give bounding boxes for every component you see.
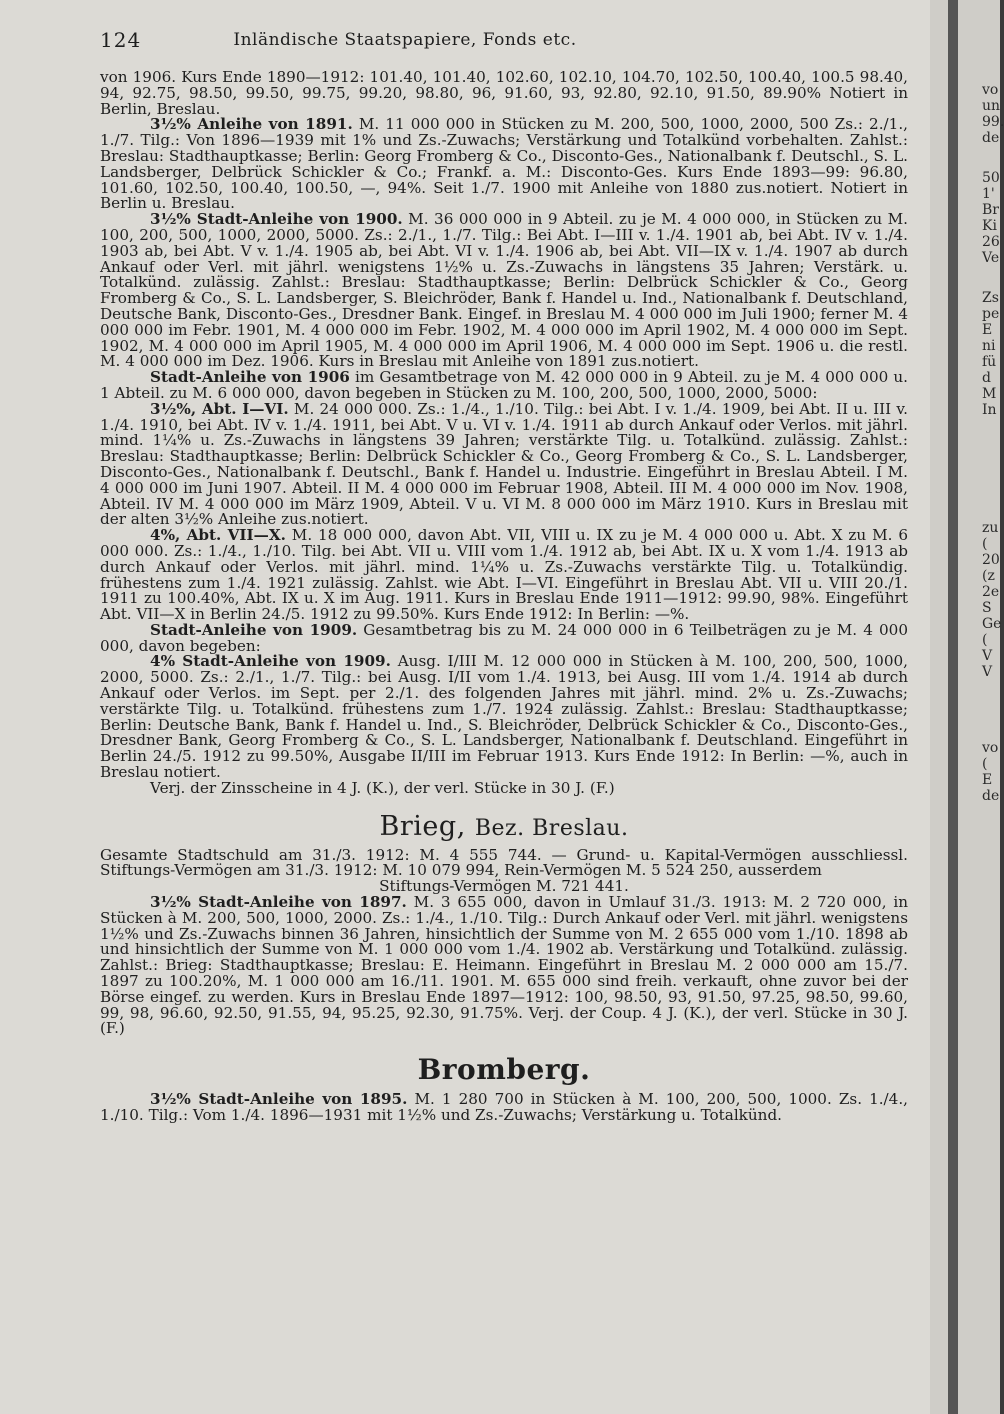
margin-fragment: 26 [982, 234, 1000, 250]
margin-fragment: Br [982, 202, 999, 218]
margin-fragment: d [982, 370, 991, 386]
heading-bromberg-anleihe-1895: 3½% Stadt-Anleihe von 1895. [150, 1090, 408, 1109]
margin-fragment: S [982, 600, 992, 616]
paragraph-stadt-anleihe-1900: 3½% Stadt-Anleihe von 1900. M. 36 000 000 in 9 Abteil. zu je M. 4 000 000, in Stücken zu M. 100, 200, 500, 1000, 2000, 5000. Zs.: 2./1., 1./7. Tilg.: Bei Abt. I—III v. 1./4. 1901 ab, bei Abt. IV v. 1./4. 1903 ab, bei Abt. V v. 1./4. 1905 ab, bei Abt. VI v. 1./4. 1906 ab, bei Abt. VII—IX v. 1./4. 1907 ab durch Ankauf oder Verl. mit jährl. wenigstens 1½% u. Zs.-Zuwachs in längstens 35 Jahren; Verstärk. u. Totalkünd. zulässig. Zahlst.: Breslau: Stadthauptkasse; Berlin: Delbrück Schickler & Co., Georg Fromberg & Co., S. L. Landsberger, S. Bleichröder, Bank f. Handel u. Ind., Nationalbank f. Deutschland, Deutsche Bank, Disconto-Ges., Dresdner Bank. Eingef. in Breslau M. 4 000 000 im Juli 1900; ferner M. 4 000 000 im Febr. 1901, M. 4 000 000 im Febr. 1902, M. 4 000 000 im April 1902, M. 4 000 000 im Sept. 1902, M. 4 000 000 im April 1905, M. 4 000 000 im April 1906, M. 4 000 000 im Sept. 1906 u. die restl. M. 4 000 000 im Dez. 1906. Kurs in Breslau mit Anleihe von 1891 zus.notiert. [100, 210, 908, 371]
page-content [100, 70, 908, 1124]
city-heading-bromberg: Bromberg. [417, 1053, 591, 1087]
paragraph-brieg-anleihe-1897: 3½% Stadt-Anleihe von 1897. M. 3 655 000, davon in Umlauf 31./3. 1913: M. 2 720 000, in Stücken à M. 200, 500, 1000, 2000. Zs.: 1./4., 1./10. Tilg.: Durch Ankauf oder Verl. mit jährl. wenigstens 1½% und Zs.-Zuwachs binnen 36 Jahren, hinsichtlich der Summe von M. 2 655 000 vom 1./10. 1898 ab und hinsichtlich der Summe von M. 1 000 000 vom 1./4. 1902 ab. Verstärkung und Totalkünd. zulässig. Zahlst.: Brieg: Stadthauptkasse; Breslau: E. Heimann. Eingeführt in Breslau M. 2 000 000 am 15./7. 1897 zu 100.20%, M. 1 000 000 am 16./11. 1901. M. 655 000 sind freih. verkauft, ohne zuvor bei der Börse eingef. zu werden. Kurs in Breslau Ende 1897—1912: 100, 98.50, 93, 91.50, 97.25, 98.50, 99.60, 99, 98, 96.60, 92.50, 91.55, 94, 95.25, 92.30, 91.75%. Verj. der Coup. 4 J. (K.), der verl. Stücke in 30 J. (F.) [100, 893, 909, 1038]
margin-fragment: V [982, 664, 993, 680]
heading-stadt-anleihe-1900: 3½% Stadt-Anleihe von 1900. [150, 210, 403, 229]
paragraph-4pct-anleihe-1909: 4% Stadt-Anleihe von 1909. Ausg. I/III M. 12 000 000 in Stücken à M. 100, 200, 500, 1000, 2000, 5000. Zs.: 2./1., 1./7. Tilg.: bei Ausg. I/II vom 1./4. 1913, bei Ausg. III vom 1./4. 1914 ab durch Ankauf oder Verlos. im Sept. per 2./1. des folgenden Jahres mit jährl. mind. 2% u. Zs.-Zuwachs; verstärkte Tilg. u. Totalkünd. frühestens zum 1./7. 1924 zulässig. Zahlst.: Breslau: Stadthauptkasse; Berlin: Deutsche Bank, Bank f. Handel u. Ind., S. Bleichröder, Delbrück Schickler & Co., Disconto-Ges., Dresdner Bank, Georg Fromberg & Co., S. L. Landsberger, Nationalbank f. Deutschland. Eingeführt in Berlin 24./5. 1912 zu 99.50%, Ausgabe II/III im Februar 1913. Kurs Ende 1912: In Berlin: —%, auch in Breslau notiert. [100, 652, 908, 782]
margin-fragment: ni [982, 338, 996, 354]
binding-gutter [948, 0, 958, 1414]
margin-fragment: zu [982, 520, 999, 536]
heading-brieg-anleihe-1897: 3½% Stadt-Anleihe von 1897. [150, 893, 407, 912]
paragraph-stadt-anleihe-1909: Stadt-Anleihe von 1909. Gesamtbetrag bis zu M. 24 000 000 in 6 Teilbeträgen zu je M. 4 000 000, davon begeben: [100, 620, 908, 655]
margin-fragment: 99. [982, 114, 1004, 130]
margin-fragment: Ge [982, 616, 1002, 632]
adjacent-page-edge [930, 0, 1004, 1414]
margin-fragment: de [982, 130, 1000, 146]
margin-fragment: un [982, 98, 1001, 114]
margin-fragment: ( [982, 536, 988, 552]
page-number: 124 [100, 28, 142, 52]
margin-fragment: In [982, 402, 997, 418]
margin-fragment: Zs [982, 290, 999, 306]
district-label: Bez. Breslau. [474, 815, 629, 841]
heading-abt-i-vi: 3½%, Abt. I—VI. [150, 399, 289, 418]
heading-abt-vii-x: 4%, Abt. VII—X. [150, 526, 286, 545]
margin-fragment: vo [982, 740, 999, 756]
margin-fragment: ( [982, 632, 988, 648]
margin-fragment: vo [982, 82, 999, 98]
paragraph-verjaehrung: Verj. der Zinsscheine in 4 J. (K.), der verl. Stücke in 30 J. (F.) [150, 778, 615, 797]
paragraph-anleihe-1891: 3½% Anleihe von 1891. M. 11 000 000 in Stücken zu M. 200, 500, 1000, 2000, 500 Zs.: 2./1., 1./7. Tilg.: Von 1896—1939 mit 1% und Zs.-Zuwachs; Verstärkung und Totalkünd vorbehalten. Zahlst.: Breslau: Stadthauptkasse; Berlin: Georg Fromberg & Co., Disconto-Ges., Nationalbank f. Deutschl., S. L. Landsberger, Delbrück Schickler & Co.; Frankf. a. M.: Disconto-Ges. Kurs Ende 1893—99: 96.80, 101.60, 102.50, 100.40, 100.50, —, 94%. Seit 1./7. 1900 mit Anleihe von 1880 zus.notiert. Notiert in Berlin u. Breslau. [100, 115, 908, 213]
margin-fragment: 1' [982, 186, 995, 202]
margin-fragment: 50 [982, 170, 1000, 186]
paragraph-bromberg-anleihe-1895: 3½% Stadt-Anleihe von 1895. M. 1 280 700 in Stücken à M. 100, 200, 500, 1000. Zs. 1./4., 1./10. Tilg.: Vom 1./4. 1896—1931 mit 1½% und Zs.-Zuwachs; Verstärkung u. Totalkünd. [100, 1090, 908, 1125]
paragraph-breslau-1891-continued: von 1906. Kurs Ende 1890—1912: 101.40, 101.40, 102.60, 102.10, 104.70, 102.50, 100.40, 100.5 98.40, 94, 92.75, 98.50, 99.50, 99.75, 99.20, 98.80, 96, 91.60, 93, 92.80, 92.10, 91.50, 89.90% Notiert in Berlin, Breslau. [100, 68, 908, 118]
margin-fragment: V [982, 648, 993, 664]
heading-4pct-anleihe-1909: 4% Stadt-Anleihe von 1909. [150, 652, 391, 671]
margin-fragment: 20 [982, 552, 1000, 568]
running-title: Inländische Staatspapiere, Fonds etc. [233, 30, 577, 50]
margin-fragment: de [982, 788, 1000, 804]
margin-fragment: E [982, 772, 993, 788]
margin-fragment: pe [982, 306, 1000, 322]
page-header [0, 28, 930, 58]
heading-anleihe-1891: 3½% Anleihe von 1891. [150, 115, 353, 134]
margin-fragment: fü [982, 354, 997, 370]
margin-fragment: 2e [982, 584, 1000, 600]
margin-fragment: ( [982, 756, 988, 772]
paragraph-brieg-intro: Gesamte Stadtschuld am 31./3. 1912: M. 4 555 744. — Grund- u. Kapital-Vermögen ausschliessl. Stiftungs-Vermögen am 31./3. 1912: M. 10 079 994, Rein-Vermögen M. 5 524 250, ausserdem [100, 845, 908, 880]
paragraph-brieg-stiftung: Stiftungs-Vermögen M. 721 441. [379, 877, 629, 896]
paragraph-stadt-anleihe-1906: Stadt-Anleihe von 1906 im Gesamtbetrage von M. 42 000 000 in 9 Abteil. zu je M. 4 000 000 u. 1 Abteil. zu M. 6 000 000, davon begeben in Stücken zu M. 100, 200, 500, 1000, 2000, 5000: [100, 368, 908, 402]
margin-fragment: Ve [982, 250, 1000, 266]
margin-fragment: E [982, 322, 993, 338]
margin-fragment: M [982, 386, 997, 402]
city-heading-brieg: Brieg, Bez. Breslau. [379, 810, 629, 842]
margin-fragment: Ki [982, 218, 997, 234]
paragraph-abt-i-vi: 3½%, Abt. I—VI. M. 24 000 000. Zs.: 1./4., 1./10. Tilg.: bei Abt. I v. 1./4. 1909, bei Abt. II u. III v. 1./4. 1910, bei Abt. IV v. 1./4. 1911, bei Abt. V u. VI v. 1./4. 1911 ab durch Ankauf oder Verlos. mit jährl. mind. 1¼% u. Zs.-Zuwachs in längstens 39 Jahren; verstärkte Tilg. u. Totalkünd. zulässig. Zahlst.: Breslau: Stadthauptkasse; Berlin: Delbrück Schickler & Co., Georg Fromberg & Co., S. L. Landsberger, Disconto-Ges., Nationalbank f. Deutschl., Bank f. Handel u. Industrie. Eingeführt in Breslau Abteil. I M. 4 000 000 im Juni 1907. Abteil. II M. 4 000 000 im Februar 1908, Abteil. III M. 4 000 000 im Nov. 1908, Abteil. IV M. 4 000 000 im März 1909, Abteil. V u. VI M. 8 000 000 im März 1910. Kurs in Breslau mit der alten 3½% Anleihe zus.notiert. [100, 399, 909, 529]
heading-stadt-anleihe-1909: Stadt-Anleihe von 1909. [150, 620, 358, 639]
heading-stadt-anleihe-1906: Stadt-Anleihe von 1906 [150, 368, 350, 387]
paragraph-abt-vii-x: 4%, Abt. VII—X. M. 18 000 000, davon Abt. VII, VIII u. IX zu je M. 4 000 000 u. Abt. X zu M. 6 000 000. Zs.: 1./4., 1./10. Tilg. bei Abt. VII u. VIII vom 1./4. 1912 ab, bei Abt. IX u. X vom 1./4. 1913 ab durch Ankauf oder Verlos. mit jährl. mind. 1¼% u. Zs.-Zuwachs verstärkte Tilg. u. Totalkündig. frühestens zum 1./4. 1921 zulässig. Zahlst. wie Abt. I—VI. Eingeführt in Breslau Abt. VII u. VIII 20./1. 1911 zu 100.40%, Abt. IX u. X im Aug. 1911. Kurs in Breslau Ende 1911—1912: 99.90, 98%. Eingeführt Abt. VII—X in Berlin 24./5. 1912 zu 99.50%. Kurs Ende 1912: In Berlin: —%. [100, 526, 908, 624]
margin-fragment: (z [982, 568, 995, 584]
